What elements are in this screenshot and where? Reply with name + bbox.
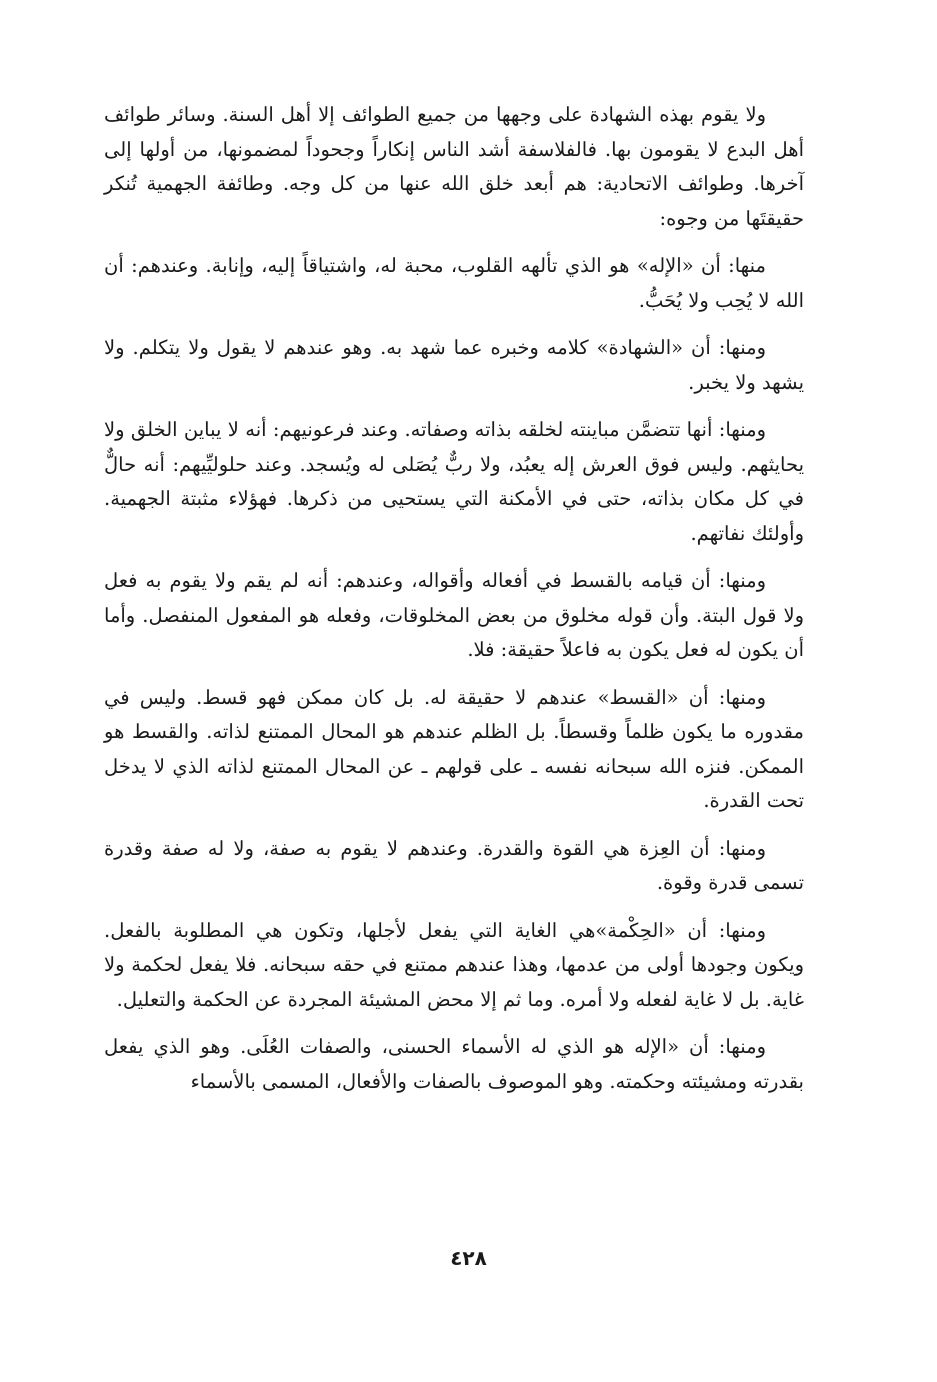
paragraph-8: ومنها: أن «الحِكْمة»هي الغاية التي يفعل لأجلها، وتكون هي المطلوبة بالفعل. ويكون وجودها أولى من عدمها، وهذا عندهم ممتنع في حقه سبحانه. فلا يفعل لحكمة ولا غاية. بل لا غاية لفعله ولا أمره. وما ثم إلا محض المشيئة المجردة عن الحكمة والتعليل. xyxy=(104,918,804,1011)
paragraph-5: ومنها: أن قيامه بالقسط في أفعاله وأقواله، وعندهم: أنه لم يقم ولا يقوم به فعل ولا قول البتة. وأن قوله مخلوق من بعض المخلوقات، وفعله هو المفعول المنفصل. وأما أن يكون له فعل يكون به فاعلاً حقيقة: فلا. xyxy=(104,569,804,661)
paragraph-3: ومنها: أن «الشهادة» كلامه وخبره عما شهد به. وهو عندهم لا يقول ولا يتكلم. ولا يشهد ولا يخبر. xyxy=(104,336,804,394)
paragraph-1: ولا يقوم بهذه الشهادة على وجهها من جميع الطوائف إلا أهل السنة. وسائر طوائف أهل البدع لا يقومون بها. فالفلاسفة أشد الناس إنكاراً وجحوداً لمضمونها، من أولها إلى آخرها. وطوائف الاتحادية: هم أبعد خلق الله عنها من كل وجه. وطائفة الجهمية تُنكر حقيقتَها من وجوه: xyxy=(104,103,804,230)
paragraph-2: منها: أن «الإله» هو الذي تألهه القلوب، محبة له، واشتياقاً إليه، وإنابة. وعندهم: أن الله لا يُحِب ولا يُحَبُّ. xyxy=(104,254,804,312)
paragraph-4: ومنها: أنها تتضمَّن مباينته لخلقه بذاته وصفاته. وعند فرعونيهم: أنه لا يباين الخلق ولا يحايثهم. وليس فوق العرش إله يعبُد، ولا ربٌّ يُصَلى له ويُسجد. وعند حلوليِّيهم: أنه حالٌّ في كل مكان بذاته، حتى في الأمكنة التي يستحيى من ذكرها. فهؤلاء مثبتة الجهمية. وأولئك نفاتهم. xyxy=(104,418,804,545)
body-text xyxy=(104,98,804,1112)
paragraph-6: ومنها: أن «القسط» عندهم لا حقيقة له. بل كان ممكن فهو قسط. وليس في مقدوره ما يكون ظلماً وقسطاً. بل الظلم عندهم هو المحال الممتنع لذاته. والقسط هو الممكن. فنزه الله سبحانه نفسه ـ على قولهم ـ عن المحال الممتنع لذاته الذي لا يدخل تحت القدرة. xyxy=(104,685,804,812)
paragraph-7: ومنها: أن العِزة هي القوة والقدرة. وعندهم لا يقوم به صفة، ولا له صفة وقدرة تسمى قدرة وقوة. xyxy=(104,836,804,894)
page-number: ٤٢٨ xyxy=(450,1246,487,1270)
paragraph-9: ومنها: أن «الإله هو الذي له الأسماء الحسنى، والصفات العُلَى. وهو الذي يفعل بقدرته ومشيئته وحكمته. وهو الموصوف بالصفات والأفعال، المسمى بالأسماء xyxy=(104,1035,804,1093)
